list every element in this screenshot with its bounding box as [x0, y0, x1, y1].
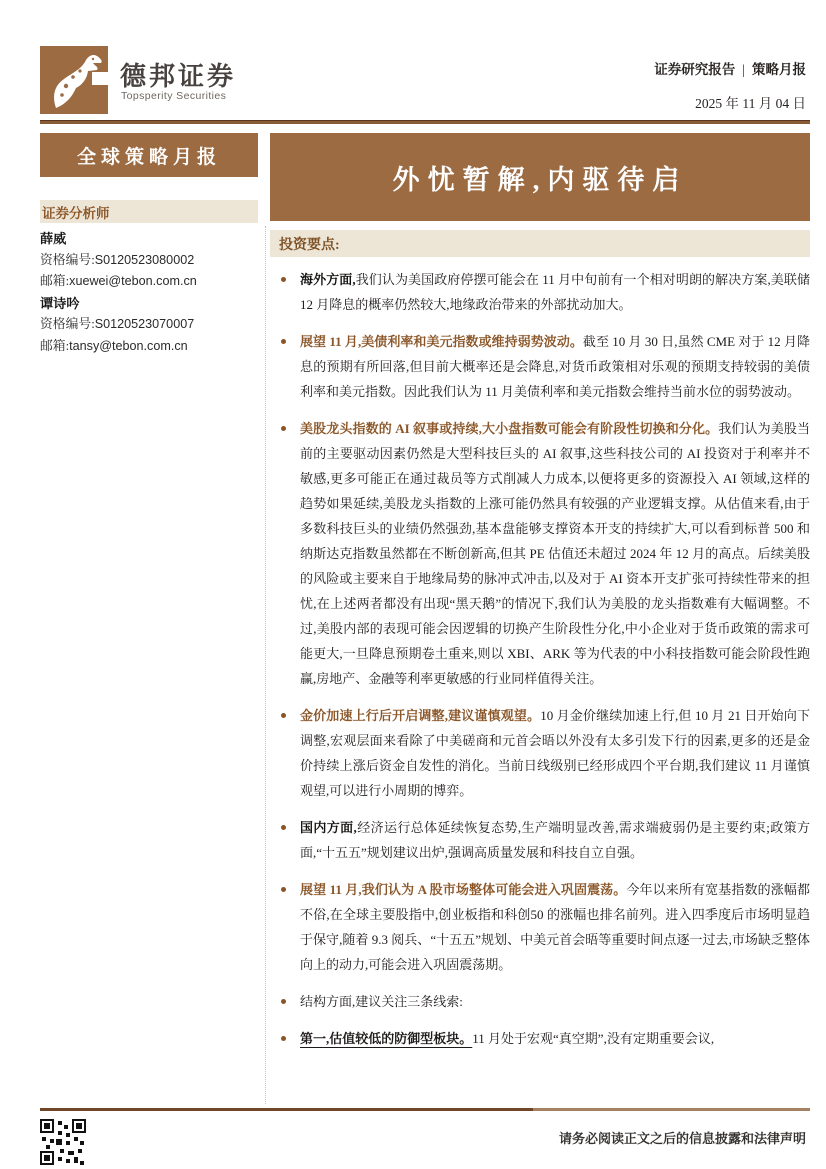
key-point-lead: 海外方面,	[300, 272, 356, 287]
key-point-lead: 展望 11 月,美债利率和美元指数或维持弱势波动。	[300, 334, 583, 349]
analyst-email	[40, 271, 258, 293]
cert-number: S0120523080002	[94, 252, 195, 267]
footer-disclaimer: 请务必阅读正文之后的信息披露和法律声明	[558, 1131, 806, 1146]
qr-code	[40, 1119, 86, 1165]
email-address[interactable]: xuewei@tebon.com.cn	[69, 274, 197, 288]
analyst-section-title: 证券分析师	[40, 200, 258, 223]
pipe-separator: |	[742, 62, 745, 77]
header-divider	[40, 120, 810, 124]
key-point-lead: 国内方面,	[300, 820, 357, 835]
cert-number: S0120523070007	[94, 317, 195, 331]
topsperity-logo	[40, 46, 108, 114]
brand-name-cn: 德邦证券	[120, 61, 237, 91]
key-point-lead: 金价加速上行后开启调整,建议谨慎观望。	[300, 708, 541, 723]
email-label: 邮箱:	[40, 274, 70, 288]
report-date: 2025 年 11 月 04 日	[695, 96, 806, 111]
cert-label: 资格编号:	[40, 252, 95, 267]
key-point-lead: 第一,估值较低的防御型板块。	[300, 1031, 473, 1046]
key-point-text: 10 月金价继续加速上行,但 10 月 21 日开始向下调整,宏观层面来看除了中美磋商和元首会晤以外没有太多引发下行的因素,更多的还是金价持续上涨后资金自发性的消化。当前日线级别已经形成四个平台期,我们建议 11 月谨慎观望,可以进行小周期的博弈。	[300, 708, 810, 798]
key-point-overseas	[270, 267, 810, 317]
analyst-cert	[40, 250, 258, 272]
key-point-text: 截至 10 月 30 日,虽然 CME 对于 12 月降息的预期有所回落,但目前大概率还是会降息,对货币政策相对乐观的预期支持较弱的美债利率和美元指数。因此我们认为 11 月美债利率和美元指数会维持当前水位的弱势波动。	[300, 334, 810, 399]
cert-label: 资格编号:	[40, 317, 95, 331]
report-type-line	[654, 58, 806, 78]
report-type: 证券研究报告	[654, 62, 736, 77]
leopard-logo-icon	[40, 46, 108, 114]
key-point-text: 今年以来所有宽基指数的涨幅都不俗,在全球主要股指中,创业板指和科创50 的涨幅也排名前列。进入四季度后市场明显趋于保守,随着 9.3 阅兵、“十五五”规划、中美元首会晤等重要时间点逐一过去,市场缺乏整体向上的动力,可能会进入巩固震荡期。	[300, 882, 810, 972]
key-point-a-share-outlook	[270, 877, 810, 977]
column-divider	[265, 226, 266, 1104]
analyst-name: 谭诗吟	[40, 295, 80, 311]
key-point-gold	[270, 703, 810, 803]
key-point-lead: 展望 11 月,我们认为 A 股市场整体可能会进入巩固震荡。	[300, 882, 627, 897]
key-point-us-equity-ai	[270, 416, 810, 691]
qr-code-icon	[40, 1119, 86, 1165]
key-point-text: 11 月处于宏观“真空期”,没有定期重要会议,	[472, 1031, 715, 1046]
key-point-us-rates	[270, 329, 810, 404]
brand-name-en: Topsperity Securities	[121, 90, 227, 102]
keypoints-header: 投资要点:	[270, 230, 810, 257]
key-point-domestic	[270, 815, 810, 865]
email-address[interactable]: tansy@tebon.com.cn	[69, 338, 188, 353]
key-point-clue-one	[270, 1026, 810, 1051]
analyst-email	[40, 336, 258, 358]
keypoints-list	[270, 267, 810, 1103]
key-point-text: 我们认为美股当前的主要驱动因素仍然是大型科技巨头的 AI 叙事,这些科技公司的 AI 投资对于利率并不敏感,更多可能正在通过裁员等方式削减人力成本,以便将更多的资源投入 AI 领域,这样的趋势如果延续,美股龙头指数的上涨可能仍然具有较强的产业逻辑支撑。从估值来看,由于多数科技巨头的业绩仍然强劲,基本盘能够支撑资本开支的持续扩大,可以看到标普 500 和纳斯达克指数虽然都在不断创新高,但其 PE 估值还未超过 2024 年 12 月的高点。后续美股的风险或主要来自于地缘局势的脉冲式冲击,以及对于 AI 资本开支扩张可持续性带来的担忧,在上述两者都没有出现“黑天鹅”的情况下,我们认为美股的龙头指数难有大幅调整。不过,美股内部的表现可能会因逻辑的切换产生阶段性分化,中小企业对于货币政策的需求可能更大,一旦降息预期卷土重来,则以 XBI、ARK 等为代表的中小科技指数可能会阶段性跑赢,房地产、金融等利率更敏感的行业同样值得关注。	[300, 421, 810, 686]
email-label: 邮箱:	[40, 338, 70, 353]
key-point-text: 结构方面,建议关注三条线索:	[300, 994, 463, 1009]
analyst-list	[40, 228, 258, 357]
key-point-lead: 美股龙头指数的 AI 叙事或持续,大小盘指数可能会有阶段性切换和分化。	[300, 421, 719, 436]
sidebar-banner: 全球策略月报	[40, 133, 258, 177]
key-point-text: 我们认为美国政府停摆可能会在 11 月中旬前有一个相对明朗的解决方案,美联储 12 月降息的概率仍然较大,地缘政治带来的外部扰动加大。	[300, 272, 810, 312]
analyst-name: 薛威	[40, 231, 67, 246]
report-title: 外忧暂解,内驱待启	[270, 133, 810, 221]
footer-divider	[40, 1108, 810, 1111]
key-point-text: 经济运行总体延续恢复态势,生产端明显改善,需求端疲弱仍是主要约束;政策方面,“十五五”规划建议出炉,强调高质量发展和科技自立自强。	[300, 820, 810, 860]
analyst-cert	[40, 314, 258, 336]
report-category: 策略月报	[752, 62, 806, 77]
key-point-structure	[270, 989, 810, 1014]
